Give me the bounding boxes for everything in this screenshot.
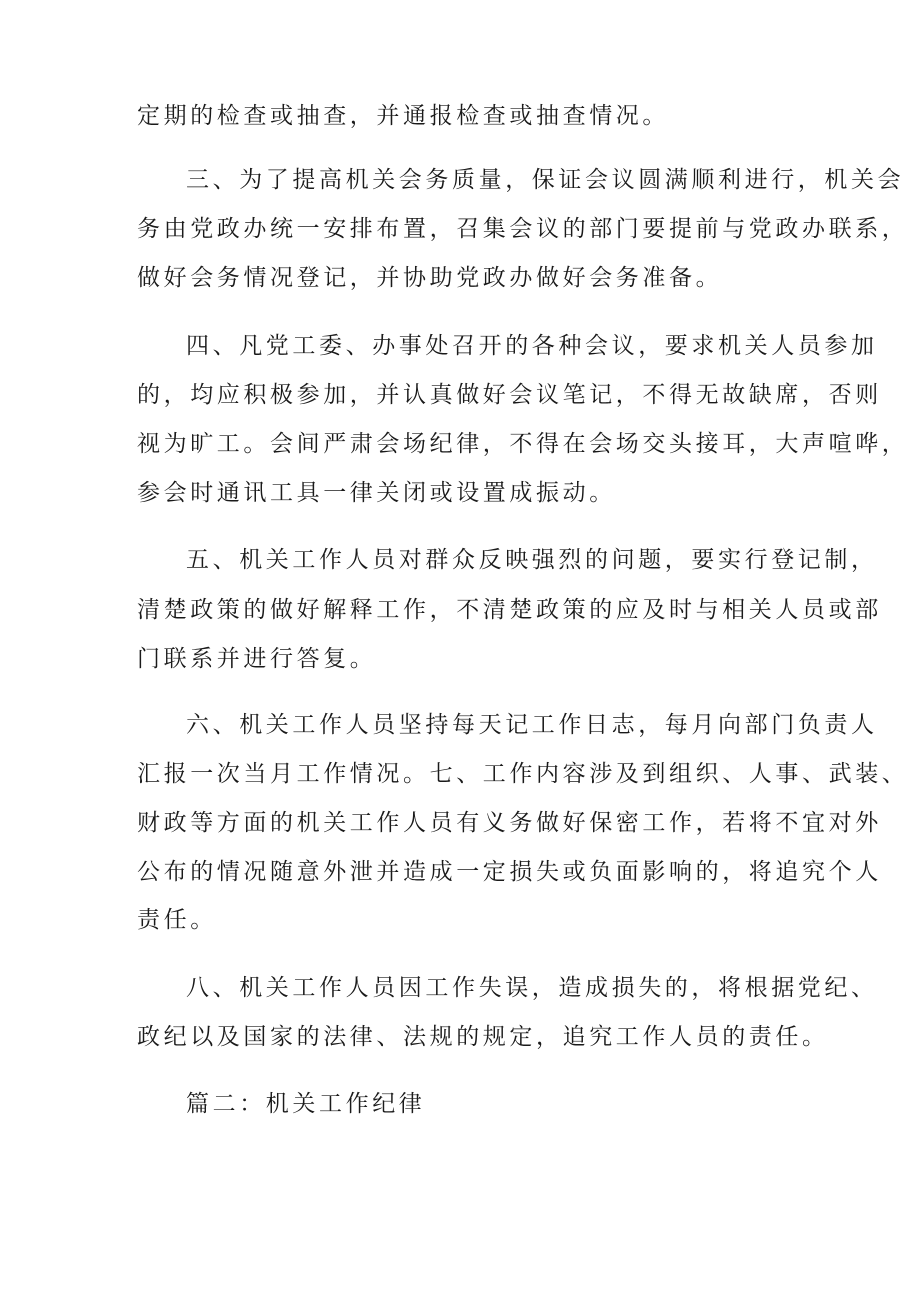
text-line: 参会时通讯工具一律关闭或设置成振动。	[137, 480, 616, 506]
text-line: 责任。	[137, 907, 217, 933]
text-line: 清楚政策的做好解释工作，不清楚政策的应及时与相关人员或部	[137, 597, 882, 623]
text-line: 定期的检查或抽查，并通报检查或抽查情况。	[137, 103, 669, 129]
text-line: 政纪以及国家的法律、法规的规定，追究工作人员的责任。	[137, 1024, 829, 1050]
text-line: 做好会务情况登记，并协助党政办做好会务准备。	[137, 265, 723, 291]
text-line: 四、凡党工委、办事处召开的各种会议，要求机关人员参加	[186, 333, 878, 359]
text-line: 八、机关工作人员因工作失误，造成损失的，将根据党纪、	[186, 975, 878, 1001]
text-line: 门联系并进行答复。	[137, 646, 377, 672]
text-line: 六、机关工作人员坚持每天记工作日志，每月向部门负责人	[186, 712, 878, 738]
text-line: 三、为了提高机关会务质量，保证会议圆满顺利进行，机关会	[186, 167, 905, 193]
section-heading: 篇二：机关工作纪律	[186, 1091, 426, 1117]
text-line: 五、机关工作人员对群众反映强烈的问题，要实行登记制，	[186, 547, 878, 573]
text-line: 财政等方面的机关工作人员有义务做好保密工作，若将不宜对外	[137, 810, 882, 836]
text-line: 公布的情况随意外泄并造成一定损失或负面影响的，将追究个人	[137, 859, 882, 885]
text-line: 务由党政办统一安排布置，召集会议的部门要提前与党政办联系，	[137, 216, 909, 242]
text-line: 汇报一次当月工作情况。七、工作内容涉及到组织、人事、武装、	[137, 761, 909, 787]
text-line: 的，均应积极参加，并认真做好会议笔记，不得无故缺席，否则	[137, 382, 882, 408]
text-line: 视为旷工。会间严肃会场纪律，不得在会场交头接耳，大声喧哗，	[137, 431, 909, 457]
